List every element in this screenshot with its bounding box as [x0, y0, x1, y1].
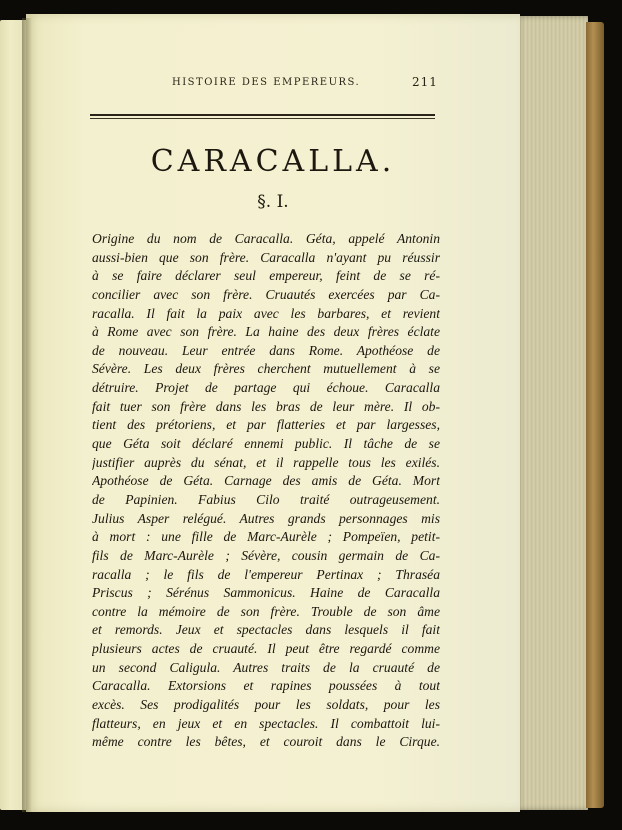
summary-line: Sévère. Les deux frères cherchent mutuellement à se [92, 361, 440, 377]
book-page [26, 14, 520, 812]
summary-line: Apothéose de Géta. Carnage des amis de Géta. Mort [92, 473, 440, 489]
summary-line: Caracalla. Extorsions et rapines poussées à tout [92, 678, 440, 694]
summary-line: un second Caligula. Autres traits de la cruauté de [92, 659, 440, 675]
summary-line: détruire. Projet de partage qui échoue. Caracalla [92, 380, 440, 396]
header-rule-thin [90, 118, 435, 119]
header-rule-thick [90, 114, 435, 116]
summary-line: Origine du nom de Caracalla. Géta, appelé Antonin [92, 231, 440, 246]
chapter-title: CARACALLA. [150, 144, 396, 179]
book-gutter [22, 18, 32, 812]
summary-line: et remords. Jeux et spectacles dans lesquels il fait [92, 622, 440, 638]
summary-line: racalla. Il fait la paix avec les barbares, et revient [92, 305, 440, 321]
summary-line: à Rome avec son frère. La haine des deux frères éclate [92, 324, 440, 340]
page-number: 211 [412, 75, 438, 89]
summary-line: de Papinien. Fabius Cilo traité outrageusement. [92, 491, 440, 507]
chapter-summary [92, 230, 440, 752]
summary-line: de nouveau. Leur entrée dans Rome. Apothéose de [92, 342, 440, 358]
summary-line: à mort : une fille de Marc-Aurèle ; Pompeïen, petit- [92, 529, 440, 545]
summary-line: excès. Ses prodigalités pour les soldats, pour les [92, 697, 440, 713]
summary-line: concilier avec son frère. Cruautés exercées par Ca- [92, 286, 440, 302]
page-block-edges [516, 16, 588, 810]
book-cover-edge [586, 22, 604, 808]
summary-line: justifier auprès du sénat, et il rappelle tous les exilés. [92, 454, 440, 470]
summary-line: fils de Marc-Aurèle ; Sévère, cousin germain de Ca- [92, 547, 440, 563]
running-head: HISTOIRE DES EMPEREURS. [172, 77, 361, 88]
summary-line: Julius Asper relégué. Autres grands personnages mis [92, 510, 440, 526]
summary-line: aussi-bien que son frère. Caracalla n'ayant pu réussir [92, 249, 440, 265]
summary-line: à se faire déclarer seul empereur, feint de se ré- [92, 268, 440, 284]
summary-line: que Géta soit déclaré ennemi public. Il tâche de se [92, 436, 440, 452]
summary-line: plusieurs actes de cruauté. Il peut être regardé comme [92, 641, 440, 657]
summary-line: même contre les bêtes, et couroit dans le Cirque. [92, 734, 440, 750]
section-heading: §. I. [257, 192, 289, 212]
summary-line: tient des prétoriens, et par flatteries et par largesses, [92, 417, 440, 433]
summary-line: fait tuer son frère dans les bras de leur mère. Il ob- [92, 398, 440, 414]
summary-line: Priscus ; Sérénus Sammonicus. Haine de Caracalla [92, 585, 440, 601]
summary-line: contre la mémoire de son frère. Trouble de son âme [92, 603, 440, 619]
summary-line: flatteurs, en jeux et en spectacles. Il combattoit lui- [92, 715, 440, 731]
summary-line: racalla ; le fils de l'empereur Pertinax ; Thraséa [92, 566, 440, 582]
